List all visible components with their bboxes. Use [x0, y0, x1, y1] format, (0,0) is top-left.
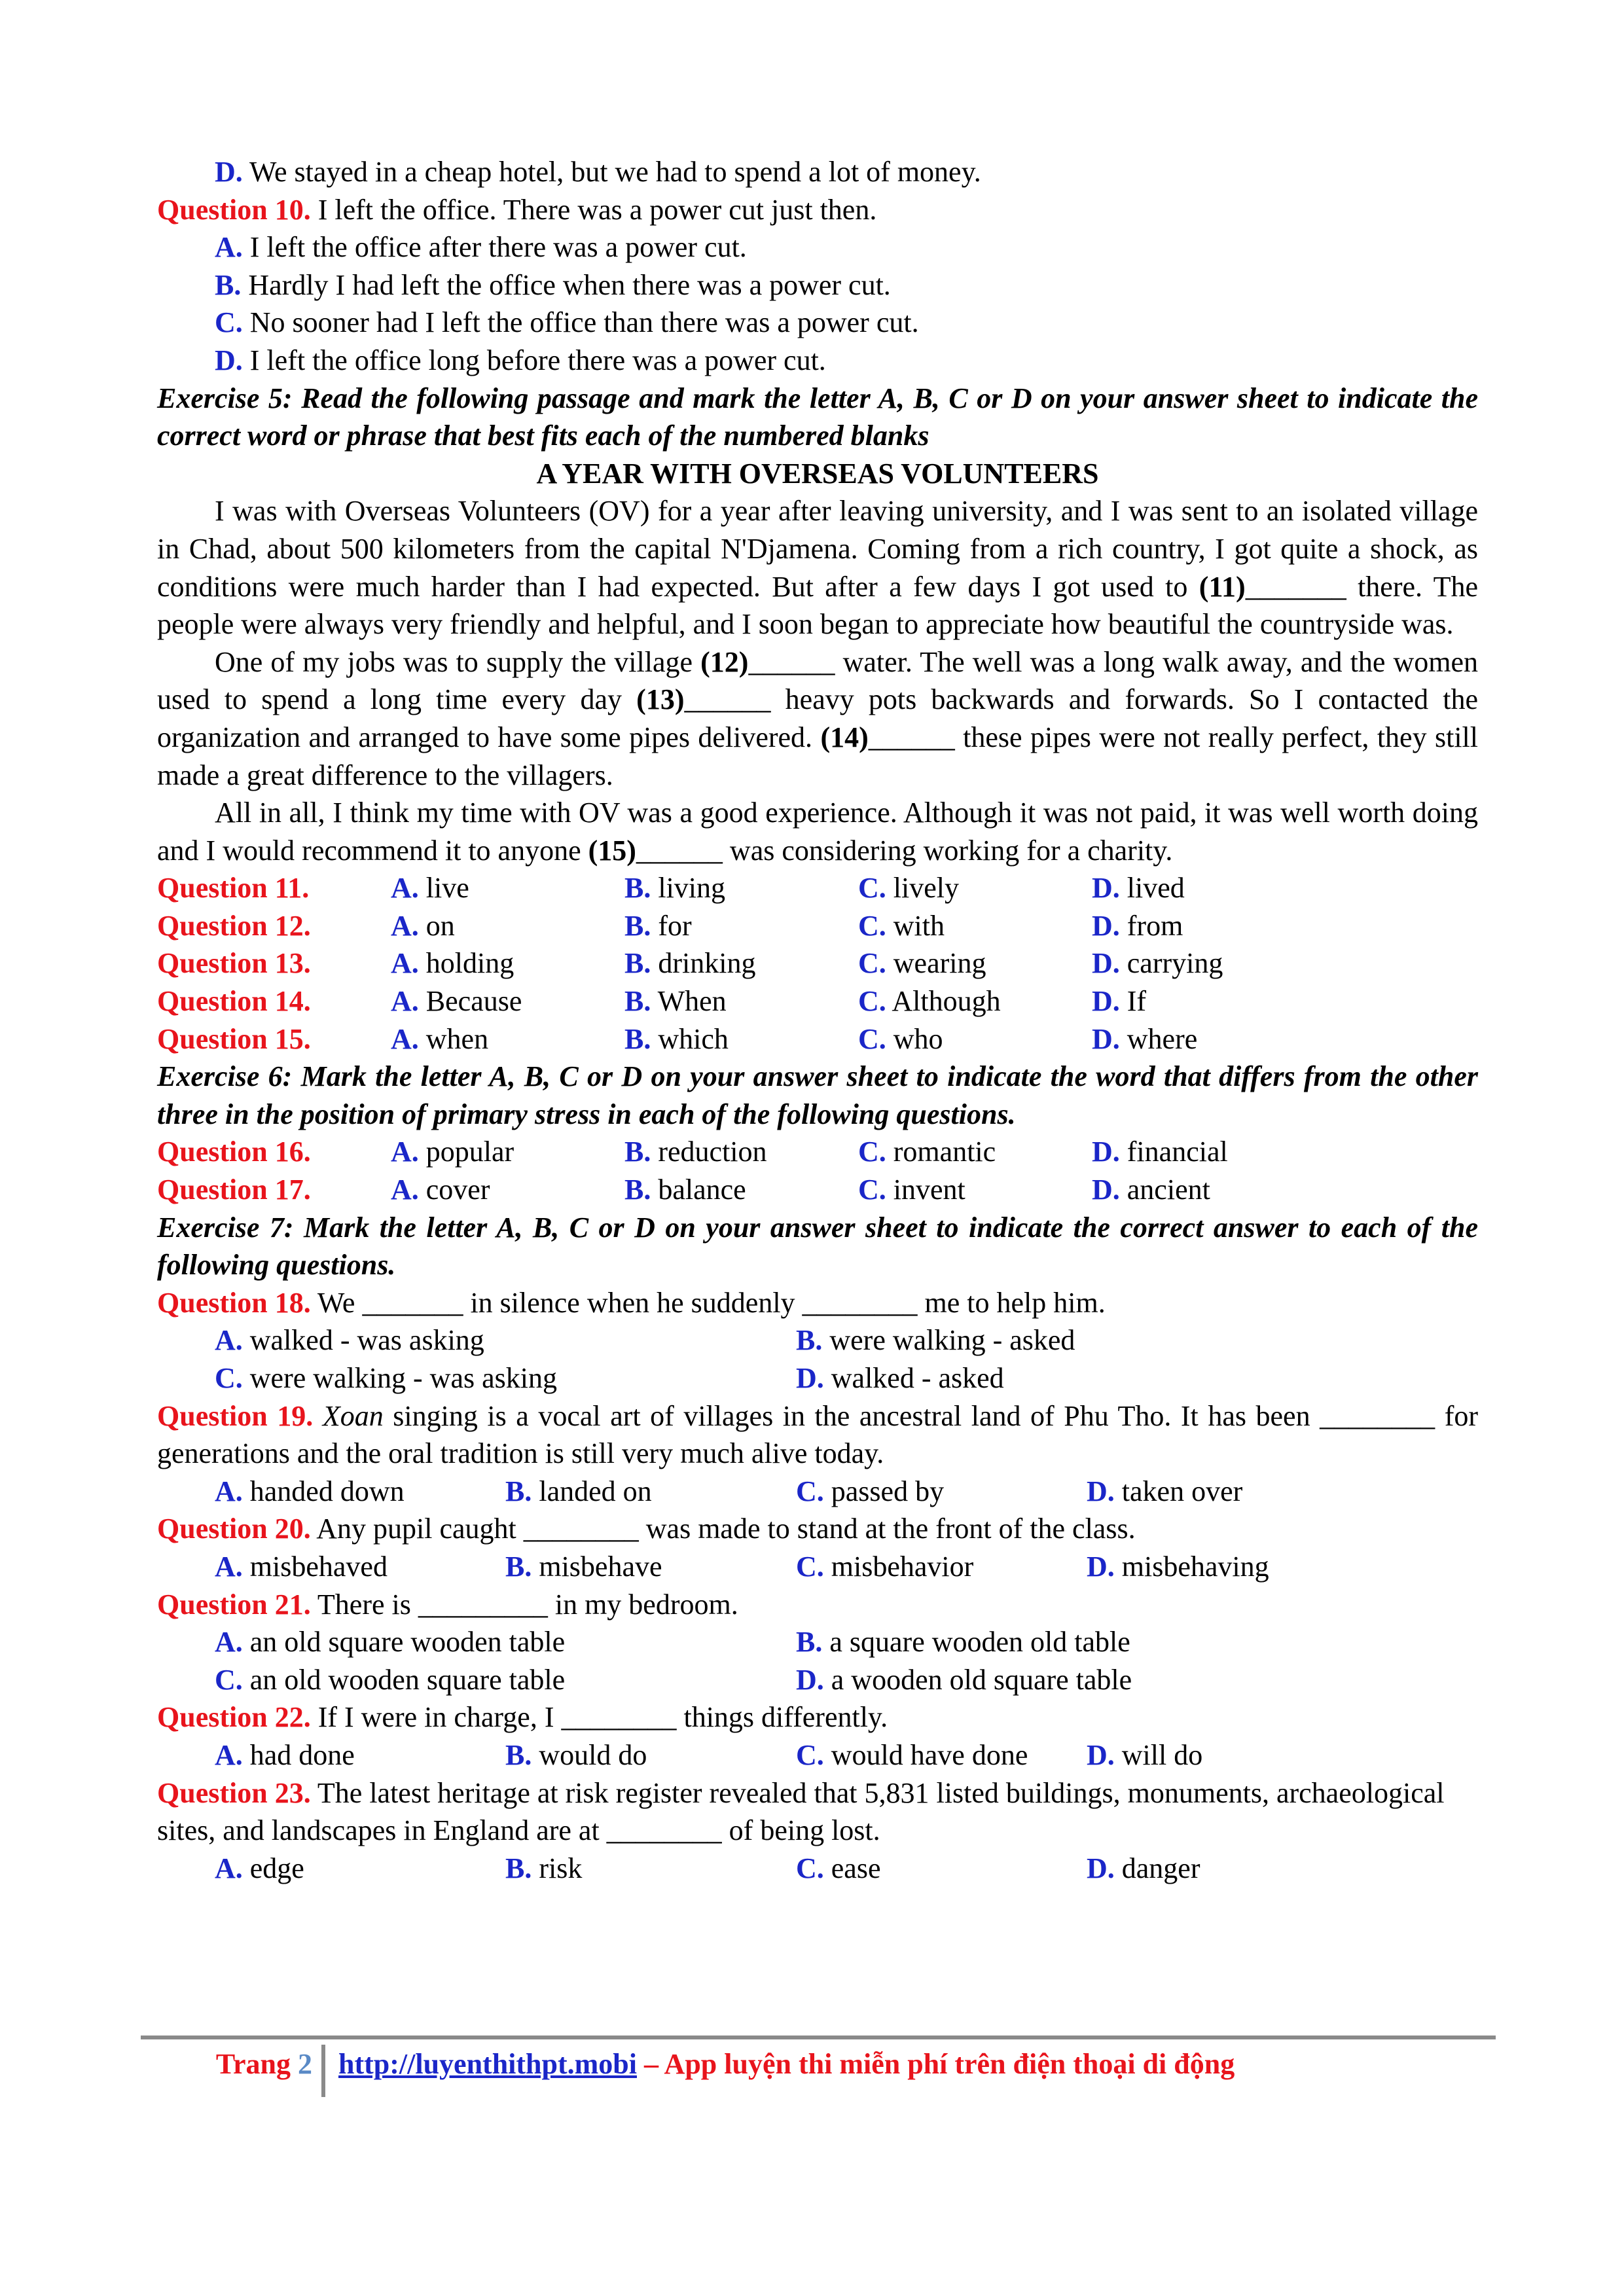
option-d: D. financial [1092, 1136, 1228, 1168]
option-a: A. handed down [215, 1475, 405, 1507]
q18-options-ab [157, 1321, 1478, 1359]
option-d: D. ancient [1092, 1174, 1210, 1206]
q18-options-cd [157, 1359, 1478, 1397]
q21-options-cd [157, 1661, 1478, 1699]
q10-option-c: C. No sooner had I left the office than there was a power cut. [215, 306, 919, 339]
option-c: C. ease [796, 1852, 881, 1884]
option-b: B. a square wooden old table [796, 1626, 1130, 1659]
option-d: D. misbehaving [1087, 1550, 1269, 1583]
option-c: C. wearing [858, 947, 986, 980]
option-b: B. risk [505, 1852, 583, 1884]
option-c: C. with [858, 909, 945, 942]
option-d: D. a wooden old square table [796, 1663, 1132, 1696]
option-b: B. for [624, 909, 692, 942]
q20-stem: Question 20. Any pupil caught ________ was made to stand at the front of the class. [157, 1513, 1136, 1545]
option-d: D. If [1092, 985, 1147, 1018]
q22-options [157, 1736, 1478, 1774]
footer-rule [141, 2036, 1496, 2039]
q23-stem: Question 23. The latest heritage at risk register revealed that 5,831 listed buildings, monuments, archaeological sites, and landscapes in England are at ________ of being lost. [157, 1776, 1445, 1847]
option-c: C. an old wooden square table [215, 1663, 566, 1696]
option-a: A. on [391, 909, 455, 942]
question-17: Question 17. A. cover B. balance C. invent D. ancient [157, 1171, 1478, 1209]
option-c: C. misbehavior [796, 1550, 974, 1583]
option-b: B. When [624, 985, 727, 1018]
question-16: Question 16. A. popular B. reduction C. romantic D. financial [157, 1133, 1478, 1171]
q21-options-ab [157, 1623, 1478, 1661]
option-d: D. walked - asked [796, 1362, 1004, 1394]
option-d: D. lived [1092, 872, 1185, 905]
option-d: D. from [1092, 909, 1183, 942]
q10-option-b: B. Hardly I had left the office when there was a power cut. [215, 268, 891, 301]
footer-slogan: – App luyện thi miễn phí trên điện thoại di động [636, 2048, 1235, 2080]
option-a: A. had done [215, 1738, 355, 1771]
option-a: A. walked - was asking [215, 1324, 484, 1357]
exercise-7-instruction: Exercise 7: Mark the letter A, B, C or D on your answer sheet to indicate the correct answer to each of the following questions. [157, 1211, 1478, 1282]
option-c: C. romantic [858, 1136, 996, 1168]
passage-paragraph-1: I was with Overseas Volunteers (OV) for a year after leaving university, and I was sent to an isolated village in Chad, about 500 kilometers from the capital N'Djamena. Coming from a rich country, I got quite a shock, as conditions were much harder than I had expected. But after a few days I got used to (11)_______ there. The people were always very friendly and helpful, and I soon began to appreciate how beautiful the countryside was. [157, 495, 1479, 641]
q22-stem: Question 22. If I were in charge, I ________ things differently. [157, 1701, 888, 1734]
option-b: B. would do [505, 1738, 647, 1771]
q20-options [157, 1548, 1478, 1586]
exercise-6-instruction: Exercise 6: Mark the letter A, B, C or D on your answer sheet to indicate the word that differs from the other three in the position of primary stress in each of the following questions. [157, 1060, 1478, 1130]
option-c: C. lively [858, 872, 959, 905]
question-14: Question 14. A. Because B. When C. Although D. If [157, 982, 1478, 1020]
option-a: A. popular [391, 1136, 514, 1168]
question-11: Question 11. A. live B. living C. lively D. lived [157, 869, 1478, 907]
q10-option-d: D. I left the office long before there was a power cut. [215, 344, 826, 376]
option-a: A. edge [215, 1852, 304, 1884]
option-d: D. will do [1087, 1738, 1203, 1771]
question-13: Question 13. A. holding B. drinking C. wearing D. carrying [157, 944, 1478, 982]
passage-title: A YEAR WITH OVERSEAS VOLUNTEERS [536, 457, 1099, 490]
q23-options [157, 1850, 1478, 1888]
passage-paragraph-2: One of my jobs was to supply the village (12)______ water. The well was a long walk away, and the women used to spend a long time every day (13)______ heavy pots backwards and forwards. So I contacted the organization and arranged to have some pipes delivered. (14)______ these pipes were not really perfect, they still made a great difference to the villagers. [157, 645, 1479, 791]
option-b: B. reduction [624, 1136, 767, 1168]
q10-option-a: A. I left the office after there was a power cut. [215, 231, 747, 264]
option-b: B. which [624, 1022, 729, 1055]
option-b: B. drinking [624, 947, 756, 980]
q10-stem: Question 10. I left the office. There was a power cut just then. [157, 193, 877, 226]
footer-divider [321, 2045, 325, 2097]
option-c: C. were walking - was asking [215, 1362, 557, 1394]
option-d: D. carrying [1092, 947, 1223, 980]
option-b: B. landed on [505, 1475, 652, 1507]
exercise-5-instruction: Exercise 5: Read the following passage and mark the letter A, B, C or D on your answer sheet to indicate the correct word or phrase that best fits each of the numbered blanks [157, 382, 1478, 452]
question-15: Question 15. A. when B. which C. who D. where [157, 1020, 1478, 1058]
option-a: A. cover [391, 1174, 490, 1206]
q18-stem: Question 18. We _______ in silence when he suddenly ________ me to help him. [157, 1286, 1106, 1319]
q19-stem: Question 19. Xoan singing is a vocal art of villages in the ancestral land of Phu Tho. It has been ________ for generations and the oral tradition is still very much alive today. [157, 1399, 1478, 1470]
option-c: C. Although [858, 985, 1001, 1018]
option-a: A. Because [391, 985, 522, 1018]
q9-option-d: D. We stayed in a cheap hotel, but we had to spend a lot of money. [215, 156, 981, 188]
option-b: B. living [624, 872, 726, 905]
page-footer [141, 2036, 1496, 2097]
option-a: A. live [391, 872, 469, 905]
option-d: D. taken over [1087, 1475, 1243, 1507]
q19-options [157, 1473, 1478, 1511]
passage-paragraph-3: All in all, I think my time with OV was a good experience. Although it was not paid, it was well worth doing and I would recommend it to anyone (15)______ was considering working for a charity. [157, 797, 1478, 867]
question-12: Question 12. A. on B. for C. with D. from [157, 907, 1478, 945]
option-d: D. where [1092, 1022, 1198, 1055]
option-d: D. danger [1087, 1852, 1200, 1884]
exam-page [157, 153, 1478, 1887]
option-b: B. balance [624, 1174, 746, 1206]
option-b: B. misbehave [505, 1550, 662, 1583]
option-a: A. when [391, 1022, 489, 1055]
footer-link[interactable]: http://luyenthithpt.mobi [338, 2048, 637, 2080]
option-a: A. holding [391, 947, 514, 980]
option-c: C. who [858, 1022, 943, 1055]
option-c: C. invent [858, 1174, 965, 1206]
option-c: C. would have done [796, 1738, 1028, 1771]
option-a: A. misbehaved [215, 1550, 388, 1583]
option-a: A. an old square wooden table [215, 1626, 566, 1659]
q21-stem: Question 21. There is _________ in my bedroom. [157, 1588, 738, 1621]
option-c: C. passed by [796, 1475, 945, 1507]
option-b: B. were walking - asked [796, 1324, 1075, 1357]
page-number: Trang 2 [215, 2048, 312, 2080]
